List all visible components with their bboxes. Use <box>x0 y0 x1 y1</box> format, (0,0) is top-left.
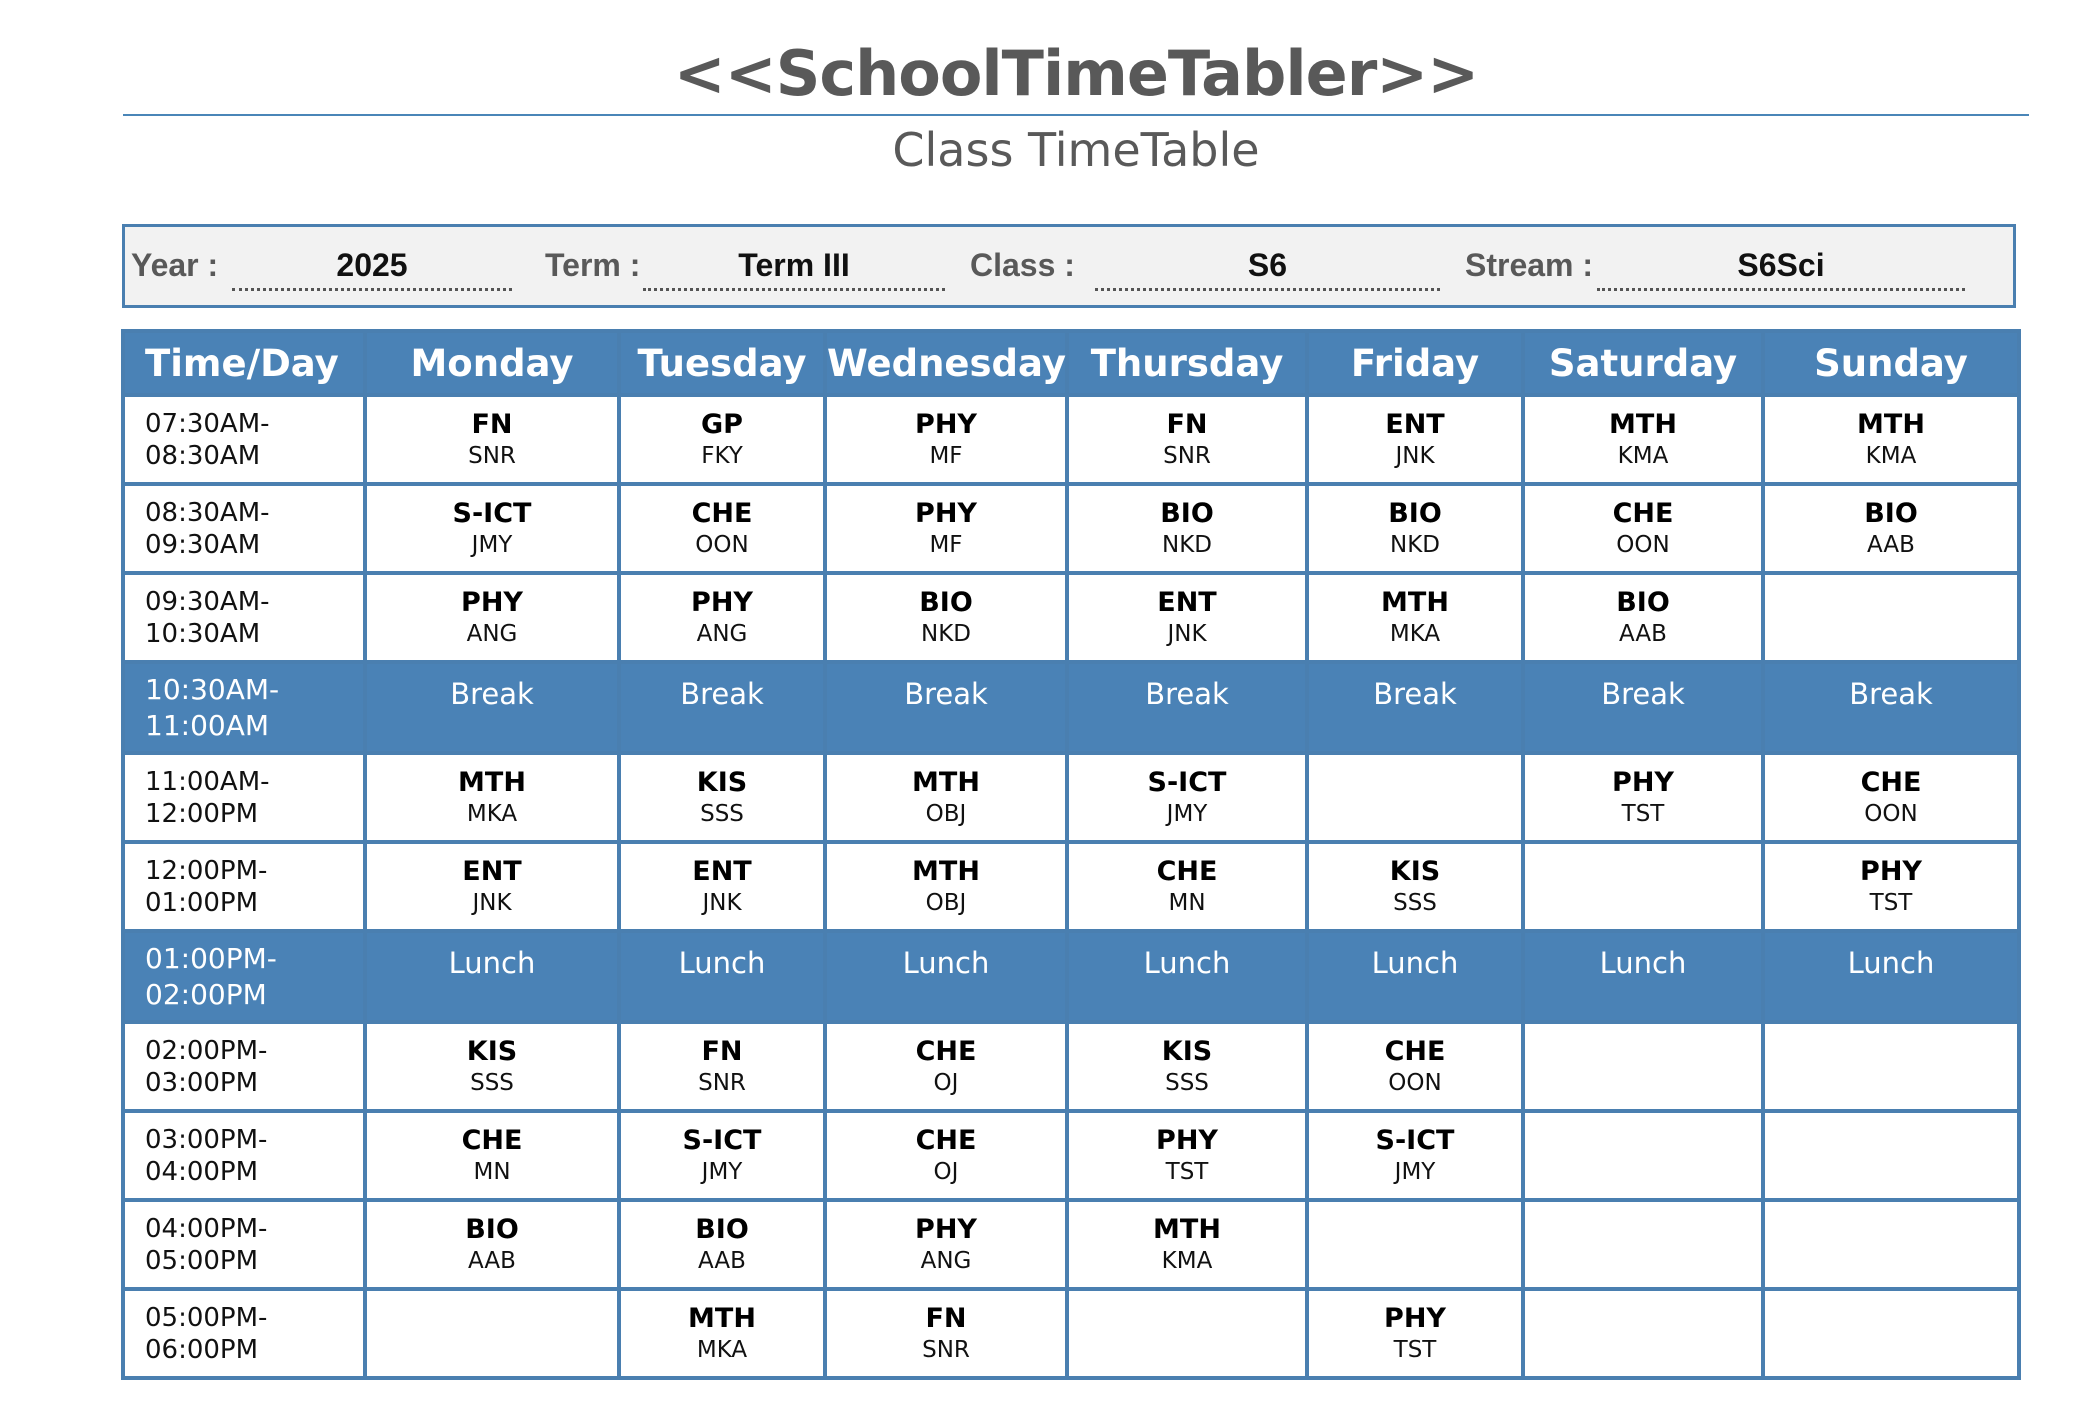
time-start: 10:30AM- <box>145 672 280 706</box>
teacher-code: MKA <box>696 1336 748 1363</box>
teacher-code: SNR <box>468 442 516 469</box>
lesson-cell[interactable] <box>1307 842 1523 931</box>
subject-code: CHE <box>1860 766 1922 798</box>
subject-code: S-ICT <box>1375 1124 1455 1156</box>
time-slot-cell <box>123 1289 365 1378</box>
time-slot-cell <box>123 931 365 1022</box>
lesson-cell[interactable] <box>1307 484 1523 573</box>
subject-code: KIS <box>1389 855 1441 887</box>
period-row <box>123 842 2019 931</box>
lesson-cell[interactable] <box>1067 484 1307 573</box>
lesson-cell[interactable] <box>1067 1111 1307 1200</box>
teacher-code: OON <box>1864 800 1918 827</box>
lesson-cell[interactable] <box>1763 842 2019 931</box>
day-header-friday: Friday <box>1307 331 1523 395</box>
teacher-code: SSS <box>1393 889 1437 916</box>
lesson-cell[interactable] <box>1763 395 2019 484</box>
day-header-saturday: Saturday <box>1523 331 1763 395</box>
teacher-code: OJ <box>933 1158 959 1185</box>
subject-code: MTH <box>688 1302 756 1334</box>
day-header-monday: Monday <box>365 331 619 395</box>
lesson-cell[interactable] <box>619 1111 825 1200</box>
subject-code: CHE <box>915 1035 977 1067</box>
day-header-sunday: Sunday <box>1763 331 2019 395</box>
lesson-cell[interactable] <box>365 1022 619 1111</box>
lesson-cell[interactable] <box>1307 1022 1523 1111</box>
period-row <box>123 573 2019 662</box>
break-cell: Break <box>1763 662 2019 753</box>
lesson-cell[interactable] <box>619 573 825 662</box>
lesson-cell[interactable] <box>1763 1289 2019 1378</box>
lesson-cell[interactable] <box>825 1289 1067 1378</box>
subject-code: BIO <box>919 586 973 618</box>
term-label: Term : <box>545 247 641 283</box>
teacher-code: TST <box>1621 800 1665 827</box>
subject-code: BIO <box>695 1213 749 1245</box>
lesson-cell[interactable] <box>1067 753 1307 842</box>
teacher-code: NKD <box>1162 531 1212 558</box>
teacher-code: NKD <box>1390 531 1440 558</box>
subject-code: CHE <box>461 1124 523 1156</box>
teacher-code: TST <box>1165 1158 1209 1185</box>
lesson-cell[interactable] <box>365 753 619 842</box>
time-end: 01:00PM <box>145 887 259 918</box>
teacher-code: FKY <box>701 442 743 469</box>
subject-code: KIS <box>696 766 748 798</box>
subject-code: PHY <box>915 408 977 440</box>
break-cell: Break <box>1067 662 1307 753</box>
period-row <box>123 395 2019 484</box>
lesson-cell[interactable] <box>1763 484 2019 573</box>
subject-code: GP <box>701 408 743 440</box>
time-end: 11:00AM <box>145 708 270 742</box>
lesson-cell[interactable] <box>1307 753 1523 842</box>
period-row <box>123 1289 2019 1378</box>
subject-code: BIO <box>1160 497 1214 529</box>
teacher-code: SSS <box>470 1069 514 1096</box>
lunch-cell: Lunch <box>1523 931 1763 1022</box>
subject-code: CHE <box>691 497 753 529</box>
lesson-cell[interactable] <box>1523 1200 1763 1289</box>
stream-field[interactable]: S6Sci <box>1597 245 1965 291</box>
subject-code: FN <box>1166 408 1208 440</box>
subject-code: KIS <box>1161 1035 1213 1067</box>
teacher-code: OON <box>695 531 749 558</box>
time-end: 05:00PM <box>145 1245 259 1276</box>
time-start: 05:00PM- <box>145 1302 268 1333</box>
time-start: 09:30AM- <box>145 586 270 617</box>
time-start: 11:00AM- <box>145 766 270 797</box>
subject-code: MTH <box>912 766 980 798</box>
teacher-code: SNR <box>922 1336 970 1363</box>
lesson-cell[interactable] <box>1067 1022 1307 1111</box>
lesson-cell[interactable] <box>365 395 619 484</box>
subject-code: ENT <box>462 855 522 887</box>
lesson-cell[interactable] <box>619 842 825 931</box>
subject-code: S-ICT <box>452 497 532 529</box>
time-end: 03:00PM <box>145 1067 259 1098</box>
lesson-cell[interactable] <box>1307 1200 1523 1289</box>
time-end: 12:00PM <box>145 798 259 829</box>
lesson-cell[interactable] <box>1523 753 1763 842</box>
lesson-cell[interactable] <box>619 1289 825 1378</box>
lesson-cell[interactable] <box>1307 1289 1523 1378</box>
subject-code: CHE <box>1384 1035 1446 1067</box>
time-slot-cell <box>123 753 365 842</box>
term-field[interactable]: Term III <box>643 245 945 291</box>
subject-code: PHY <box>915 497 977 529</box>
time-slot-cell <box>123 1022 365 1111</box>
subject-code: PHY <box>461 586 523 618</box>
time-slot-cell <box>123 484 365 573</box>
teacher-code: OJ <box>933 1069 959 1096</box>
subject-code: KIS <box>466 1035 518 1067</box>
lunch-cell: Lunch <box>1763 931 2019 1022</box>
break-cell: Break <box>619 662 825 753</box>
teacher-code: KMA <box>1161 1247 1213 1274</box>
time-start: 07:30AM- <box>145 408 270 439</box>
lesson-cell[interactable] <box>825 753 1067 842</box>
subject-code: PHY <box>1384 1302 1446 1334</box>
teacher-code: TST <box>1393 1336 1437 1363</box>
teacher-code: SNR <box>1163 442 1211 469</box>
teacher-code: JMY <box>701 1158 743 1185</box>
time-slot-cell <box>123 662 365 753</box>
lesson-cell[interactable] <box>1763 1022 2019 1111</box>
lesson-cell[interactable] <box>1307 573 1523 662</box>
timetable-grid <box>121 329 2021 1380</box>
teacher-code: OON <box>1388 1069 1442 1096</box>
lesson-cell[interactable] <box>619 484 825 573</box>
subject-code: FN <box>701 1035 743 1067</box>
time-start: 01:00PM- <box>145 941 277 975</box>
subject-code: PHY <box>691 586 753 618</box>
lesson-cell[interactable] <box>1307 1111 1523 1200</box>
break-row <box>123 931 2019 1022</box>
lunch-cell: Lunch <box>1307 931 1523 1022</box>
subject-code: FN <box>471 408 513 440</box>
lunch-cell: Lunch <box>365 931 619 1022</box>
subject-code: MTH <box>1153 1213 1221 1245</box>
teacher-code: KMA <box>1617 442 1669 469</box>
teacher-code: AAB <box>698 1247 746 1274</box>
time-start: 08:30AM- <box>145 497 270 528</box>
lesson-cell[interactable] <box>1067 1200 1307 1289</box>
subject-code: MTH <box>912 855 980 887</box>
period-row <box>123 753 2019 842</box>
teacher-code: OBJ <box>925 800 967 827</box>
time-end: 02:00PM <box>145 977 267 1011</box>
day-header-wednesday: Wednesday <box>825 331 1067 395</box>
lesson-cell[interactable] <box>1067 1289 1307 1378</box>
time-start: 03:00PM- <box>145 1124 268 1155</box>
lesson-cell[interactable] <box>1523 1289 1763 1378</box>
teacher-code: OBJ <box>925 889 967 916</box>
teacher-code: JNK <box>472 889 512 916</box>
lesson-cell[interactable] <box>1067 395 1307 484</box>
lesson-cell[interactable] <box>1523 573 1763 662</box>
time-start: 02:00PM- <box>145 1035 268 1066</box>
subject-code: CHE <box>1156 855 1218 887</box>
teacher-code: MF <box>929 531 963 558</box>
teacher-code: OON <box>1616 531 1670 558</box>
time-end: 09:30AM <box>145 529 261 560</box>
subject-code: CHE <box>1612 497 1674 529</box>
lesson-cell[interactable] <box>1763 1111 2019 1200</box>
subject-code: MTH <box>1381 586 1449 618</box>
lesson-cell[interactable] <box>1523 842 1763 931</box>
lesson-cell[interactable] <box>619 395 825 484</box>
subject-code: MTH <box>1609 408 1677 440</box>
subject-code: S-ICT <box>682 1124 762 1156</box>
lesson-cell[interactable] <box>825 484 1067 573</box>
teacher-code: MF <box>929 442 963 469</box>
lesson-cell[interactable] <box>825 1111 1067 1200</box>
teacher-code: JMY <box>1166 800 1208 827</box>
subject-code: PHY <box>1860 855 1922 887</box>
subject-code: BIO <box>465 1213 519 1245</box>
teacher-code: ANG <box>696 620 748 647</box>
teacher-code: MN <box>1168 889 1206 916</box>
subject-code: BIO <box>1864 497 1918 529</box>
teacher-code: SSS <box>1165 1069 1209 1096</box>
break-cell: Break <box>365 662 619 753</box>
lesson-cell[interactable] <box>365 573 619 662</box>
lesson-cell[interactable] <box>365 1111 619 1200</box>
subject-code: BIO <box>1388 497 1442 529</box>
year-label: Year : <box>131 247 219 283</box>
subject-code: PHY <box>1612 766 1674 798</box>
teacher-code: JNK <box>1167 620 1207 647</box>
lunch-cell: Lunch <box>619 931 825 1022</box>
lesson-cell[interactable] <box>1067 842 1307 931</box>
lesson-cell[interactable] <box>619 753 825 842</box>
period-row <box>123 1022 2019 1111</box>
lesson-cell[interactable] <box>1067 573 1307 662</box>
teacher-code: MN <box>473 1158 511 1185</box>
subject-code: MTH <box>1857 408 1925 440</box>
timetable-header-row <box>123 331 2019 395</box>
teacher-code: AAB <box>468 1247 516 1274</box>
period-row <box>123 484 2019 573</box>
teacher-code: TST <box>1869 889 1913 916</box>
time-end: 08:30AM <box>145 440 261 471</box>
lesson-cell[interactable] <box>825 573 1067 662</box>
lesson-cell[interactable] <box>825 395 1067 484</box>
subject-code: BIO <box>1616 586 1670 618</box>
lesson-cell[interactable] <box>365 1200 619 1289</box>
lesson-cell[interactable] <box>825 1200 1067 1289</box>
lunch-cell: Lunch <box>1067 931 1307 1022</box>
subject-code: PHY <box>1156 1124 1218 1156</box>
time-end: 06:00PM <box>145 1334 259 1365</box>
teacher-code: KMA <box>1865 442 1917 469</box>
teacher-code: SNR <box>698 1069 746 1096</box>
lesson-cell[interactable] <box>825 1022 1067 1111</box>
lesson-cell[interactable] <box>1307 395 1523 484</box>
teacher-code: MKA <box>1389 620 1441 647</box>
page-subtitle: Class TimeTable <box>892 123 1260 177</box>
subject-code: PHY <box>915 1213 977 1245</box>
subject-code: MTH <box>458 766 526 798</box>
subject-code: ENT <box>692 855 752 887</box>
time-slot-cell <box>123 573 365 662</box>
time-start: 04:00PM- <box>145 1213 268 1244</box>
time-slot-cell <box>123 1200 365 1289</box>
title-divider <box>123 114 2029 116</box>
teacher-code: SSS <box>700 800 744 827</box>
page-title: <<SchoolTimeTabler>> <box>673 37 1479 110</box>
teacher-code: NKD <box>921 620 971 647</box>
subject-code: S-ICT <box>1147 766 1227 798</box>
timetable-info-bar <box>122 224 2016 308</box>
break-cell: Break <box>825 662 1067 753</box>
day-header-thursday: Thursday <box>1067 331 1307 395</box>
period-row <box>123 1200 2019 1289</box>
lesson-cell[interactable] <box>1763 753 2019 842</box>
subject-code: FN <box>925 1302 967 1334</box>
lesson-cell[interactable] <box>1523 1111 1763 1200</box>
teacher-code: JNK <box>702 889 742 916</box>
lesson-cell[interactable] <box>365 1289 619 1378</box>
lesson-cell[interactable] <box>365 842 619 931</box>
time-slot-cell <box>123 395 365 484</box>
lesson-cell[interactable] <box>1763 573 2019 662</box>
teacher-code: ANG <box>466 620 518 647</box>
break-cell: Break <box>1523 662 1763 753</box>
time-slot-cell <box>123 842 365 931</box>
lesson-cell[interactable] <box>1763 1200 2019 1289</box>
period-row <box>123 1111 2019 1200</box>
teacher-code: JMY <box>1394 1158 1436 1185</box>
time-end: 04:00PM <box>145 1156 259 1187</box>
break-row <box>123 662 2019 753</box>
teacher-code: ANG <box>920 1247 972 1274</box>
time-day-header: Time/Day <box>123 331 365 395</box>
teacher-code: JNK <box>1395 442 1435 469</box>
break-cell: Break <box>1307 662 1523 753</box>
lesson-cell[interactable] <box>619 1200 825 1289</box>
teacher-code: AAB <box>1619 620 1667 647</box>
stream-label: Stream : <box>1465 247 1594 283</box>
time-start: 12:00PM- <box>145 855 268 886</box>
teacher-code: AAB <box>1867 531 1915 558</box>
lesson-cell[interactable] <box>825 842 1067 931</box>
lesson-cell[interactable] <box>1523 484 1763 573</box>
lesson-cell[interactable] <box>1523 395 1763 484</box>
teacher-code: JMY <box>471 531 513 558</box>
subject-code: ENT <box>1157 586 1217 618</box>
lunch-cell: Lunch <box>825 931 1067 1022</box>
year-field[interactable]: 2025 <box>232 245 512 291</box>
class-label: Class : <box>970 247 1075 283</box>
lesson-cell[interactable] <box>365 484 619 573</box>
time-slot-cell <box>123 1111 365 1200</box>
subject-code: CHE <box>915 1124 977 1156</box>
time-end: 10:30AM <box>145 618 261 649</box>
lesson-cell[interactable] <box>1523 1022 1763 1111</box>
day-header-tuesday: Tuesday <box>619 331 825 395</box>
teacher-code: MKA <box>466 800 518 827</box>
lesson-cell[interactable] <box>619 1022 825 1111</box>
class-field[interactable]: S6 <box>1095 245 1440 291</box>
subject-code: ENT <box>1385 408 1445 440</box>
